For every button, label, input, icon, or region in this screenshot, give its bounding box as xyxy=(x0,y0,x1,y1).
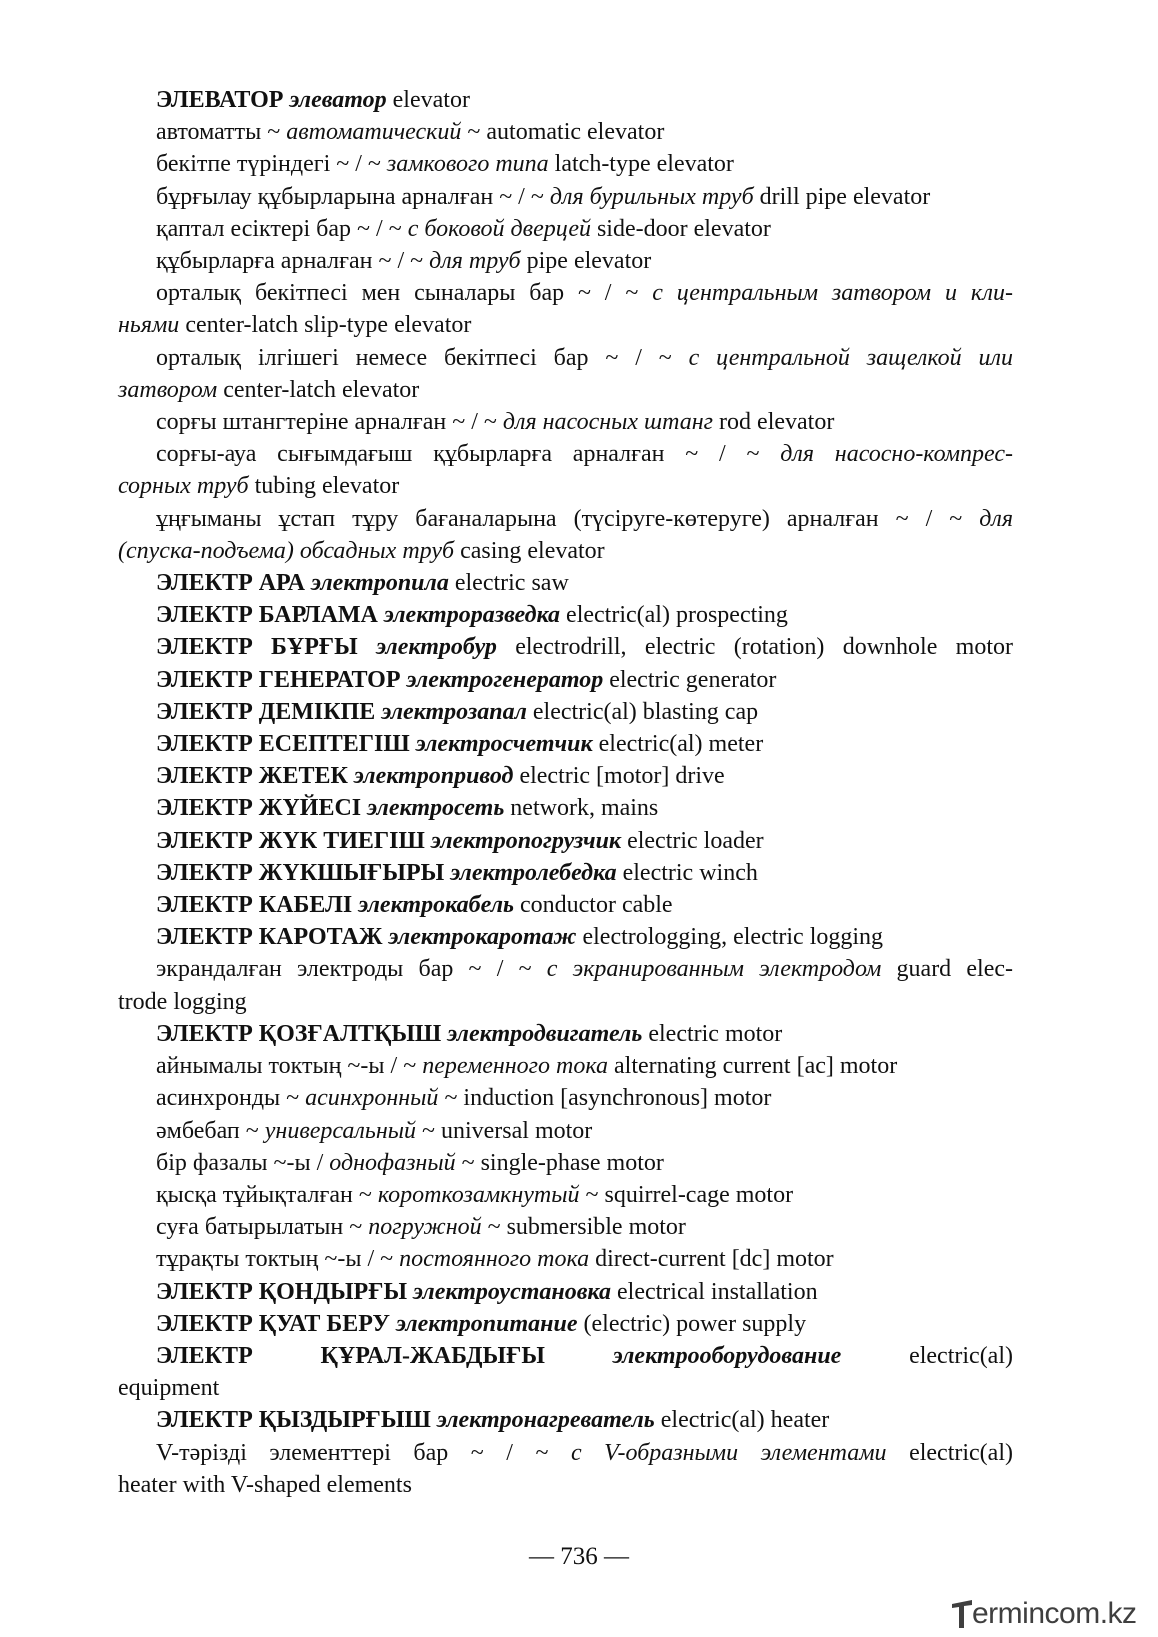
entry-text: electric saw xyxy=(448,570,569,597)
entry-text: electric(al) meter xyxy=(592,731,764,758)
entry-line xyxy=(118,825,1013,857)
russian-headword: электронагреватель xyxy=(436,1407,655,1434)
kazakh-headword: ЭЛЕКТР ЖҮКШЫҒЫРЫ xyxy=(156,859,451,886)
entry-text: elevator xyxy=(386,87,470,113)
entry-line xyxy=(118,889,1013,921)
russian-headword: электропила xyxy=(310,570,449,597)
entry-line xyxy=(118,374,1013,406)
entry-line xyxy=(118,857,1013,889)
entry-text: V-тәрізді элементтері бар ~ / ~ xyxy=(156,1439,571,1466)
entry-text: қаптал есіктері бар ~ / ~ xyxy=(156,215,408,242)
kazakh-headword: ЭЛЕКТР ЕСЕПТЕГІШ xyxy=(156,731,416,758)
dictionary-entries xyxy=(118,84,1013,1501)
entry-text: экрандалған электроды бар ~ / ~ xyxy=(156,956,547,983)
russian-term: для труб xyxy=(429,248,521,275)
entry-line xyxy=(118,84,1013,116)
russian-term: переменного тока xyxy=(422,1053,608,1080)
entry-text: әмбебап ~ xyxy=(156,1117,265,1144)
entry-text: electric winch xyxy=(616,859,758,886)
entry-text: network, mains xyxy=(504,795,659,822)
russian-term: погружной xyxy=(368,1214,482,1241)
entry-line xyxy=(118,1404,1013,1436)
russian-term: затвором xyxy=(118,376,218,403)
entry-text: ~ automatic elevator xyxy=(461,119,665,146)
entry-text: rod elevator xyxy=(713,409,835,436)
entry-text: ~ induction [asynchronous] motor xyxy=(438,1085,772,1112)
entry-text: center-latch slip-type elevator xyxy=(179,312,472,339)
russian-term: короткозамкнутый xyxy=(377,1181,580,1208)
russian-term: с центральным затвором и кли- xyxy=(652,280,1013,307)
kazakh-headword: ЭЛЕКТР ГЕНЕРАТОР xyxy=(156,666,407,693)
termincom-watermark xyxy=(950,1596,1150,1632)
russian-headword: электрокаротаж xyxy=(388,924,577,951)
entry-line xyxy=(118,309,1013,341)
kazakh-headword: ЭЛЕКТР АРА xyxy=(156,570,311,597)
entry-text: electric(al) heater xyxy=(654,1407,830,1434)
entry-line xyxy=(118,986,1013,1018)
entry-text: сорғы-ауа сығымдағыш құбырларға арналған ~ / ~ xyxy=(156,441,781,468)
entry-line xyxy=(118,1469,1013,1501)
kazakh-headword: ЭЛЕКТР ҚҰРАЛ-ЖАБДЫҒЫ xyxy=(156,1342,613,1369)
entry-text: center-latch elevator xyxy=(217,376,420,403)
entry-line xyxy=(118,728,1013,760)
russian-headword: электросчетчик xyxy=(415,731,593,758)
russian-headword: электропитание xyxy=(395,1310,578,1337)
entry-line xyxy=(118,1050,1013,1082)
russian-term: с V-образными элементами xyxy=(571,1439,887,1466)
kazakh-headword: ЭЛЕКТР ЖҮК ТИЕГІШ xyxy=(156,827,431,854)
entry-text: electric [motor] drive xyxy=(513,763,725,790)
russian-headword: электросеть xyxy=(367,795,505,822)
russian-headword: электропогрузчик xyxy=(430,827,622,854)
page-number: — 736 — xyxy=(529,1543,629,1570)
russian-term: для насосных штанг xyxy=(502,409,714,436)
entry-line xyxy=(118,470,1013,502)
entry-text: ~ squirrel-cage motor xyxy=(579,1181,794,1208)
entry-line xyxy=(118,921,1013,953)
entry-text: electric(al) prospecting xyxy=(560,602,788,629)
entry-text: құбырларға арналған ~ / ~ xyxy=(156,248,430,275)
russian-term: универсальный xyxy=(264,1117,416,1144)
russian-term: однофазный xyxy=(329,1149,456,1176)
entry-line xyxy=(118,1276,1013,1308)
entry-line xyxy=(118,664,1013,696)
entry-text: electrodrill, electric (rotation) downhole motor xyxy=(496,634,1014,661)
entry-text: (electric) power supply xyxy=(577,1310,807,1337)
kazakh-headword: ЭЛЕКТР ЖЕТЕК xyxy=(156,763,354,790)
entry-line xyxy=(118,503,1013,535)
entry-text: айнымалы токтың ~-ы / ~ xyxy=(156,1053,423,1080)
entry-line xyxy=(118,1115,1013,1147)
russian-term: с экранированным электродом xyxy=(546,956,882,983)
entry-line xyxy=(118,342,1013,374)
entry-text: автоматты ~ xyxy=(156,119,287,146)
entry-text: direct-current [dc] motor xyxy=(589,1246,834,1273)
entry-line xyxy=(118,760,1013,792)
entry-line xyxy=(118,1179,1013,1211)
entry-text: alternating current [ac] motor xyxy=(608,1053,898,1080)
russian-term: асинхронный xyxy=(305,1085,439,1112)
entry-line xyxy=(118,116,1013,148)
russian-term: замкового типа xyxy=(386,151,549,178)
entry-line xyxy=(118,1018,1013,1050)
entry-text: pipe elevator xyxy=(520,248,652,275)
kazakh-headword: ЭЛЕКТР КАРОТАЖ xyxy=(156,924,389,951)
entry-text: heater with V-shaped elements xyxy=(118,1471,412,1498)
entry-text: electric motor xyxy=(642,1020,783,1047)
entry-text: ~ single-phase motor xyxy=(455,1149,664,1176)
entry-line xyxy=(118,953,1013,985)
kazakh-headword: ЭЛЕКТР ҚОНДЫРҒЫ xyxy=(156,1278,414,1305)
entry-line xyxy=(118,181,1013,213)
entry-text: tubing elevator xyxy=(248,473,400,500)
russian-term: автоматический xyxy=(286,119,462,146)
entry-text: trode logging xyxy=(118,988,247,1015)
entry-line xyxy=(118,245,1013,277)
russian-headword: электрооборудование xyxy=(612,1342,842,1369)
entry-text: electric(al) blasting cap xyxy=(526,698,759,725)
watermark-text: ermincom.kz xyxy=(972,1597,1137,1630)
entry-text: electric generator xyxy=(603,666,777,693)
entry-text: latch-type elevator xyxy=(548,151,734,178)
entry-line xyxy=(118,213,1013,245)
entry-line xyxy=(118,1147,1013,1179)
entry-line xyxy=(118,277,1013,309)
entry-line xyxy=(118,1211,1013,1243)
russian-term: сорных труб xyxy=(118,473,249,500)
kazakh-headword: ЭЛЕКТР БҰРҒЫ xyxy=(156,634,377,661)
russian-headword: электробур xyxy=(376,634,497,661)
entry-line xyxy=(118,1437,1013,1469)
entry-text: ~ universal motor xyxy=(415,1117,593,1144)
entry-text: electric loader xyxy=(621,827,764,854)
entry-text: бекітпе түріндегі ~ / ~ xyxy=(156,151,387,178)
kazakh-headword: ЭЛЕКТР ҚЫЗДЫРҒЫШ xyxy=(156,1407,437,1434)
entry-text: бұрғылау құбырларына арналған ~ / ~ xyxy=(156,183,550,210)
russian-term: для бурильных труб xyxy=(549,183,754,210)
entry-text: суға батырылатын ~ xyxy=(156,1214,369,1241)
entry-line xyxy=(118,599,1013,631)
entry-line xyxy=(118,1243,1013,1275)
russian-headword: электродвигатель xyxy=(447,1020,643,1047)
entry-line xyxy=(118,1340,1013,1372)
entry-text: guard elec- xyxy=(881,956,1013,983)
entry-line xyxy=(118,1308,1013,1340)
entry-text: electric(al) xyxy=(886,1439,1013,1466)
entry-line xyxy=(118,438,1013,470)
russian-term: с центральной защелкой или xyxy=(688,344,1014,371)
entry-line xyxy=(118,1082,1013,1114)
entry-text: ~ submersible motor xyxy=(481,1214,686,1241)
russian-headword: электроразведка xyxy=(383,602,561,629)
entry-text: ұңғыманы ұстап тұру бағаналарына (түсіруге-көтеруге) арналған ~ / ~ xyxy=(156,505,980,532)
kazakh-headword: ЭЛЕКТР ҚОЗҒАЛТҚЫШ xyxy=(156,1020,448,1047)
entry-line xyxy=(118,696,1013,728)
russian-term: для насосно-компрес- xyxy=(780,441,1014,468)
russian-headword: электрогенератор xyxy=(406,666,604,693)
russian-term: (спуска-подъема) обсадных труб xyxy=(118,537,455,564)
entry-text: electric(al) xyxy=(841,1342,1013,1369)
russian-headword: электрокабель xyxy=(358,892,514,919)
kazakh-headword: ЭЛЕКТР БАРЛАМА xyxy=(156,602,384,629)
entry-text: electrical installation xyxy=(611,1278,818,1305)
russian-term: ньями xyxy=(118,312,180,339)
entry-text: орталық ілгішегі немесе бекітпесі бар ~ / ~ xyxy=(156,344,689,371)
entry-line xyxy=(118,567,1013,599)
watermark-logo-icon xyxy=(950,1596,974,1632)
russian-term: для xyxy=(979,505,1013,532)
russian-headword: элеватор xyxy=(289,87,387,113)
entry-text: қысқа тұйықталған ~ xyxy=(156,1181,378,1208)
entry-text: бір фазалы ~-ы / xyxy=(156,1149,330,1176)
entry-line xyxy=(118,1372,1013,1404)
entry-line xyxy=(118,535,1013,567)
russian-term: постоянного тока xyxy=(399,1246,590,1273)
kazakh-headword: ЭЛЕКТР ЖҮЙЕСІ xyxy=(156,795,368,822)
entry-text: equipment xyxy=(118,1375,220,1402)
entry-text: орталық бекітпесі мен сыналары бар ~ / ~ xyxy=(156,280,653,307)
entry-text: conductor cable xyxy=(513,892,673,919)
kazakh-headword: ЭЛЕКТР КАБЕЛІ xyxy=(156,892,359,919)
russian-headword: электроустановка xyxy=(413,1278,611,1305)
entry-text: electrologging, electric logging xyxy=(576,924,884,951)
entry-text: асинхронды ~ xyxy=(156,1085,306,1112)
entry-text: casing elevator xyxy=(454,537,605,564)
entry-text: drill pipe elevator xyxy=(753,183,931,210)
kazakh-headword: ЭЛЕВАТОР xyxy=(156,87,290,113)
russian-headword: электрозапал xyxy=(381,698,527,725)
kazakh-headword: ЭЛЕКТР ҚУАТ БЕРУ xyxy=(156,1310,396,1337)
entry-line xyxy=(118,792,1013,824)
entry-text: сорғы штангтеріне арналған ~ / ~ xyxy=(156,409,503,436)
entry-text: тұрақты токтың ~-ы / ~ xyxy=(156,1246,400,1273)
entry-line xyxy=(118,148,1013,180)
entry-line xyxy=(118,631,1013,663)
entry-line xyxy=(118,406,1013,438)
russian-headword: электролебедка xyxy=(450,859,617,886)
russian-term: с боковой дверцей xyxy=(407,215,591,242)
kazakh-headword: ЭЛЕКТР ДЕМІКПЕ xyxy=(156,698,382,725)
russian-headword: электропривод xyxy=(353,763,514,790)
entry-text: side-door elevator xyxy=(590,215,771,242)
